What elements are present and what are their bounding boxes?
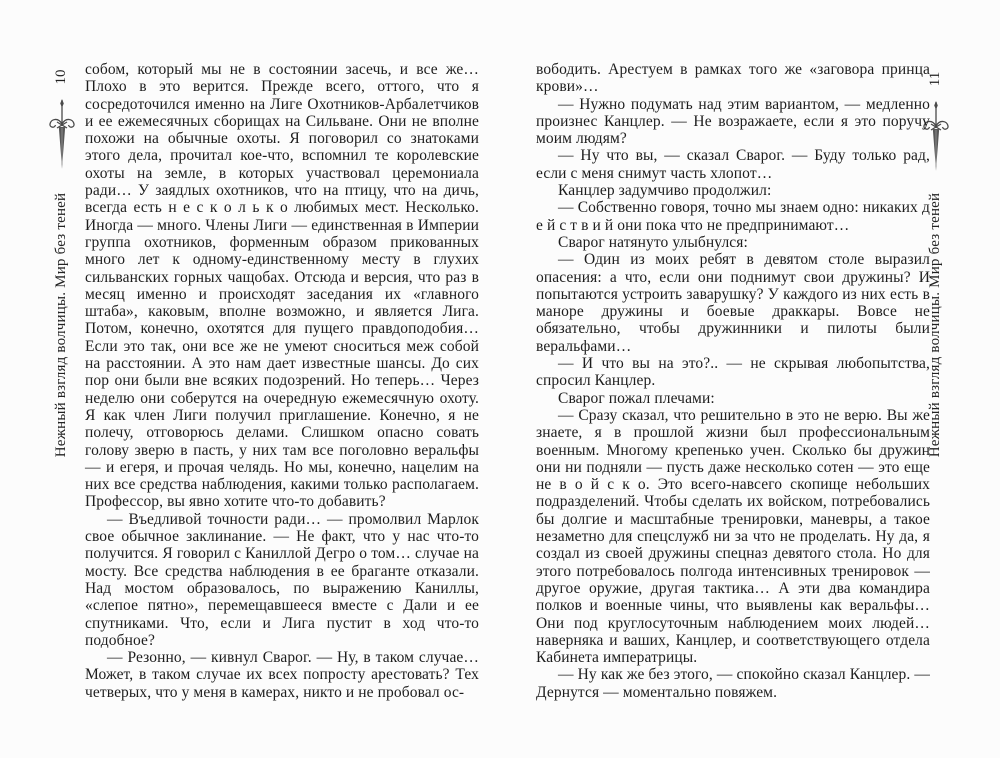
paragraph: — Один из моих ребят в девятом столе выразил опасения: а что, если они поднимут свои дружины? И попытаются устроить заварушку? У каждого из них есть в маноре дружины и боевые драккары. Вовсе не обязательно, чтобы дружинники и пилоты были веральфами…	[536, 251, 930, 355]
paragraph: Канцлер задумчиво продолжил:	[558, 182, 772, 200]
page-number-left: 10	[53, 69, 69, 85]
paragraph: — Ну что вы, — сказал Сварог. — Буду только рад, если с меня снимут часть хлопот…	[536, 147, 930, 182]
paragraph: — Резонно, — кивнул Сварог. — Ну, в таком случае… Может, в таком случае их всех попросту арестовать? Тех четверых, что у меня в камерах, никто и не пробовал ос-	[85, 649, 479, 701]
dagger-ornament-icon	[47, 98, 77, 172]
right-page-text	[536, 61, 930, 701]
paragraph: — Собственно говоря, точно мы знаем одно: никаких д е й с т в и й они пока что не предпринимают…	[536, 199, 930, 234]
paragraph: — И что вы на это?.. — не скрывая любопытства, спросил Канцлер.	[536, 355, 930, 390]
left-page-text	[85, 61, 479, 701]
paragraph: — Сразу сказал, что решительно в это не верю. Вы же знаете, я в прошлой жизни был профессиональным военным. Многому крепенько учен. Сколько бы дружин они ни подняли — пусть даже несколько сотен — это еще не в о й с к о. Это всего-навсего скопище небольших подразделений. Чтобы сделать их войском, потребовались бы долгие и масштабные тренировки, маневры, а такое незаметно для спецслужб ни за что не проделать. Ну да, я создал из своей дружины спецназ девятого стола. Но для этого потребовалось полгода интенсивных тренировок — другое оружие, другая тактика… А эти два командира полков и военные чины, что выявлены как веральфы… Они под круглосуточным наблюдением моих людей… наверняка и ваших, Канцлер, и соответствующего отдела Кабинета императрицы.	[536, 406, 930, 667]
running-title-left: Нежный взгляд волчицы. Мир без теней	[53, 192, 69, 458]
paragraph: — Нужно подумать над этим вариантом, — медленно произнес Канцлер. — Не возражаете, если я это поручу моим людям?	[536, 95, 930, 148]
paragraph: вободить. Арестуем в рамках того же «заговора принца крови»…	[536, 61, 930, 96]
paragraph: — Ну как же без этого, — спокойно сказал Канцлер. — Дернутся — моментально повяжем.	[536, 666, 930, 701]
paragraph: — Въедливой точности ради… — промолвил Марлок свое обычное заклинание. — Не факт, что у нас что-то получится. Я говорил с Каниллой Дегро о том… случае на мосту. Все средства наблюдения в ее браганте отказали. Над мостом образовалось, по выражению Каниллы, «слепое пятно», перемещавшееся вместе с Дали и ее спутниками. Что, если и Лига пустит в ход что-то подобное?	[85, 510, 479, 649]
running-title-right: Нежный взгляд волчицы. Мир без теней	[927, 192, 943, 458]
paragraph: собом, который мы не в состоянии засечь, и все же… Плохо в это верится. Прежде всего, оттого, что я сосредоточился именно на Лиге Охотников-Арбалетчиков и ее ежемесячных сборищах на Сильване. Они не вполне похожи на обычные охоты. Я поговорил со знатоками этого дела, прочитал кое-что, вспомнил те королевские охоты на земле, в которых участвовал церемониала ради… У заядлых охотников, что на птицу, что на дичь, всегда есть н е с к о л ь к о любимых мест. Несколько. Иногда — много. Члены Лиги — единственная в Империи группа охотников, форменным образом прикованных много лет к одному-единственному месту в глухих сильванских горных чащобах. Отсюда и версия, что раз в месяц именно и происходят заседания их «главного штаба», каковым, вполне возможно, и является Лига. Потом, конечно, охотятся для пущего правдоподобия… Если это так, они все же не умеют сноситься меж собой на расстоянии. А это нам дает известные шансы. До сих пор они были вне всяких подозрений. Но теперь… Через неделю они соберутся на очередную ежемесячную охоту. Я как член Лиги получил приглашение. Конечно, я не полечу, отговорюсь делами. Слишком опасно совать голову зверю в пасть, у них там все поголовно веральфы — и егеря, и прочая челядь. Но мы, конечно, нацелим на них все средства наблюдения, какими только располагаем. Профессор, вы явно хотите что-то добавить?	[85, 61, 479, 511]
page-number-right: 11	[927, 71, 943, 87]
paragraph: Сварог натянуто улыбнулся:	[558, 233, 748, 251]
paragraph: Сварог пожал плечами:	[558, 389, 715, 407]
